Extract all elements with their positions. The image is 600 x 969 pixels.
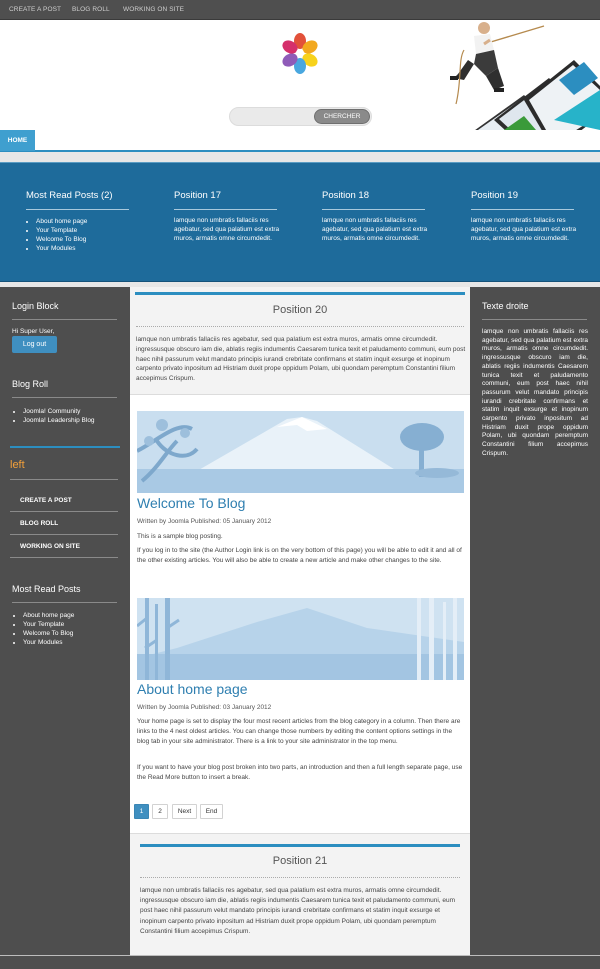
top-link-create-post[interactable]: CREATE A POST <box>9 6 62 13</box>
page-2-button[interactable]: 2 <box>152 804 168 819</box>
divider <box>10 511 118 512</box>
main-nav <box>0 130 600 152</box>
list-item[interactable]: • Your Template <box>23 620 74 629</box>
article-paragraph: Your home page is set to display the four most recent articles from the blog category in a column. Then there are links to the 4 nest oldest articles. You can change those numbers by editing the content options settings in the blog tab in your site administrator. There is a link to your site administrator in the top menu. <box>137 718 461 746</box>
band-position-title: Position 18 <box>322 190 425 210</box>
divider <box>136 326 464 327</box>
position-20-title: Position 20 <box>272 304 328 316</box>
list-item[interactable]: • About home page <box>36 217 87 226</box>
left-sidebar <box>0 287 130 955</box>
top-modules-band <box>0 162 600 282</box>
list-item[interactable]: • Joomla! Community <box>23 407 95 416</box>
left-menu-title: left <box>10 459 25 471</box>
article-paragraph: This is a sample blog posting. <box>137 533 223 540</box>
divider <box>10 479 118 480</box>
divider <box>10 534 118 535</box>
divider <box>12 319 117 320</box>
login-block-title: Login Block <box>12 301 59 311</box>
blog-header-image <box>137 598 464 680</box>
band-position-title: Position 19 <box>471 190 574 210</box>
position-21-text: lamque non umbratis fallaciis res agebatur, sed qua palatium est extra muros, armatis omne circumdedit. ingressusque obscuro iam die, ablatis regiis indumentis Caesarem tunica texit et paludamento communi, eum post haec nihil passurum velut mandato principis iurandi crebritate confirmans et statim inquit exsurge et inopinum carpento privato inpositum ad Histriam duxit prope oppidum Polam, ubi quondam peremptum Constantini filium accepimus Crispum. <box>140 887 456 935</box>
list-item[interactable]: • Joomla! Leadership Blog <box>23 416 95 425</box>
blog-roll-title: Blog Roll <box>12 379 49 389</box>
left-menu-blog-roll[interactable]: BLOG ROLL <box>20 520 59 527</box>
divider <box>12 397 117 398</box>
page-1-button[interactable]: 1 <box>134 804 149 819</box>
position-20-text: lamque non umbratis fallaciis res agebatur, sed qua palatium est extra muros, armatis omne circumdedit. ingressusque obscuro iam die, ablatis regiis indumentis Caesarem tunica texit et paludamento communi, eum post haec nihil passurum velut mandato principis iurandi crebritate confirmans et statim inquit exsurge et inopinum carpento privato inpositum ad Histriam duxit prope oppidum Polam, ubi quondam peremptum Constantini filium accepimus Crispum. <box>136 336 466 383</box>
divider <box>140 877 460 878</box>
man-pulling-rope <box>450 22 544 104</box>
list-item[interactable]: • Welcome To Blog <box>23 629 74 638</box>
band-position-text: lamque non umbratis fallaciis res agebatur, sed qua palatium est extra muros, armatis omne circumdedit. <box>174 217 280 242</box>
divider <box>12 602 117 603</box>
band-position-text: lamque non umbratis fallaciis res agebatur, sed qua palatium est extra muros, armatis omne circumdedit. <box>322 217 428 242</box>
position-21-accent <box>140 844 460 847</box>
login-greeting: Hi Super User, <box>12 328 55 335</box>
band-position-title: Position 17 <box>174 190 277 210</box>
search-button[interactable]: CHERCHER <box>314 109 370 124</box>
nav-tab-home[interactable]: HOME <box>0 130 35 151</box>
right-sidebar <box>470 287 600 955</box>
blog-header-image <box>137 411 464 493</box>
article-meta: Written by Joomla Published: 03 January 2012 <box>137 704 272 711</box>
article-paragraph: If you want to have your blog post broken into two parts, an introduction and then a full length separate page, use the Read More button to insert a break. <box>137 764 463 782</box>
top-link-working-on-site[interactable]: WORKING ON SITE <box>123 6 185 13</box>
top-link-blog-roll[interactable]: BLOG ROLL <box>72 6 110 13</box>
list-item[interactable]: • Your Template <box>36 226 87 235</box>
list-item[interactable]: • Your Modules <box>23 638 74 647</box>
article-title[interactable]: About home page <box>137 681 248 697</box>
most-read-list <box>23 611 74 647</box>
site-logo[interactable] <box>279 32 321 74</box>
blog-roll-list <box>23 407 95 425</box>
article-paragraph: If you log in to the site (the Author Login link is on the very bottom of this page) you will be able to edit it and all of the other existing articles. You will also be able to create a new article and make other changes to the site. <box>137 547 462 565</box>
divider <box>482 319 587 320</box>
left-menu-create-post[interactable]: CREATE A POST <box>20 497 72 504</box>
list-item[interactable]: • About home page <box>23 611 74 620</box>
logout-button[interactable]: Log out <box>12 336 57 353</box>
right-text: lamque non umbratis fallaciis res agebatur, sed qua palatium est extra muros, armatis omne circumdedit. ingressusque obscuro iam die, ablatis regiis indumentis Caesarem tunica texit et paludamento communi, eum post haec nihil passurum velut mandato principis iurandi crebritate confirmans et statim inquit exsurge et inopinum carpento privato inpositum ad Histriam duxit prope oppidum Polam, ubi quondam peremptum Constantini filium accepimus Crispum. <box>482 328 588 457</box>
position-20-accent <box>135 292 465 295</box>
position-21-title: Position 21 <box>272 855 328 867</box>
next-page-button[interactable]: Next <box>172 804 197 819</box>
menu-accent-bar <box>10 446 120 448</box>
divider <box>10 557 118 558</box>
article-meta: Written by Joomla Published: 05 January 2012 <box>137 518 272 525</box>
band-most-read-list <box>36 217 87 253</box>
search-box <box>229 107 372 126</box>
band-most-read-title: Most Read Posts (2) <box>26 190 129 210</box>
list-item[interactable]: • Welcome To Blog <box>36 235 87 244</box>
band-position-text: lamque non umbratis fallaciis res agebatur, sed qua palatium est extra muros, armatis omne circumdedit. <box>471 217 577 242</box>
list-item[interactable]: • Your Modules <box>36 244 87 253</box>
right-title: Texte droite <box>482 301 529 311</box>
end-page-button[interactable]: End <box>200 804 223 819</box>
most-read-title: Most Read Posts <box>12 584 81 594</box>
top-menu-bar <box>0 0 600 20</box>
search-input[interactable] <box>236 111 314 123</box>
left-menu-working-on-site[interactable]: WORKING ON SITE <box>20 543 80 550</box>
site-footer <box>0 955 600 969</box>
main-content <box>130 287 470 955</box>
article-title[interactable]: Welcome To Blog <box>137 495 246 511</box>
